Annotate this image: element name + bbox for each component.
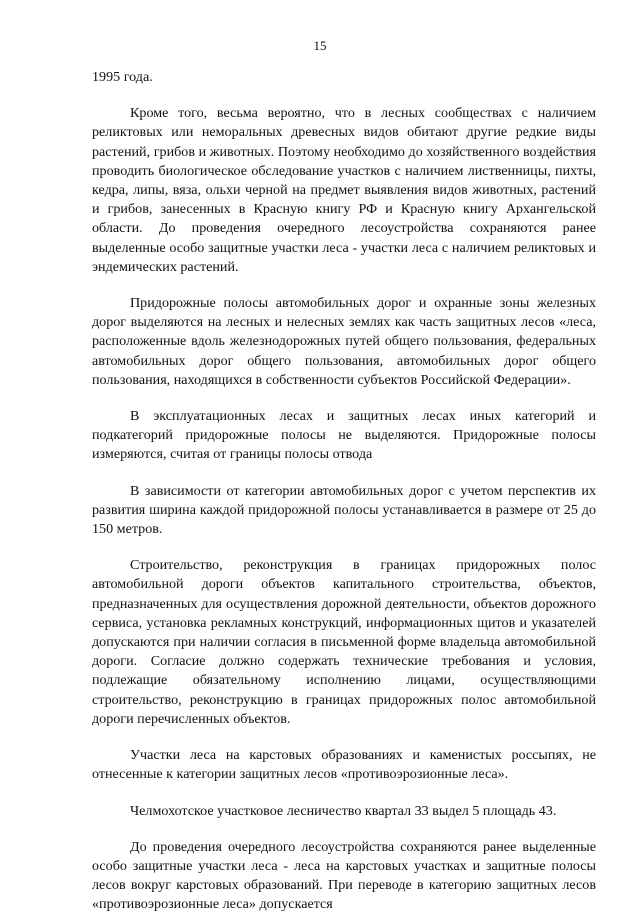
paragraph-exploitation-forests: В эксплуатационных лесах и защитных лесах иных категорий и подкатегорий придорожные полосы не выделяются. Придорожные полосы измеряются, считая от границы полосы отвода: [92, 408, 596, 463]
document-body: [92, 68, 596, 915]
page-number: 15: [313, 38, 327, 53]
paragraph-karst-areas: Участки леса на карстовых образованиях и каменистых россыпях, не отнесенные к категории защитных лесов «противоэрозионные леса».: [92, 747, 596, 783]
paragraph-forest-management: До проведения очередного лесоустройства сохраняются ранее выделенные особо защитные участки леса - леса на карстовых участках и защитные полосы лесов вокруг карстовых образований. При переводе в категорию защитных лесов «противоэрозионные леса» допускается: [92, 838, 596, 913]
paragraph-relict-species: Кроме того, весьма вероятно, что в лесных сообществах с наличием реликтовых или неморальных древесных видов обитают другие редкие виды растений, грибов и животных. Поэтому необходимо до хозяйственного воздействия проводить биологическое обследование участков с наличием лиственницы, пихты, кедра, липы, вяза, ольхи черной на предмет выявления видов животных, растений и грибов, занесенных в Красную книгу РФ и Красную книгу Архангельской области. До проведения очередного лесоустройства сохраняются ранее выделенные особо защитные участки леса - участки леса с наличием реликтовых и эндемических растений.: [92, 105, 596, 275]
paragraph-construction: Строительство, реконструкция в границах придорожных полос автомобильной дороги объектов капитального строительства, объектов, предназначенных для осуществления дорожной деятельности, объектов дорожного сервиса, установка рекламных конструкций, информационных щитов и указателей допускаются при наличии согласия в письменной форме владельца автомобильной дороги. Согласие должно содержать технические требования и условия, подлежащие обязательному исполнению лицами, осуществляющими строительство, реконструкцию в границах придорожных полос автомобильной дороги перечисленных объектов.: [92, 557, 596, 727]
paragraph-forestry-location: Челмохотское участковое лесничество квартал 33 выдел 5 площадь 43.: [130, 802, 557, 819]
paragraph-roadside-strips: Придорожные полосы автомобильных дорог и охранные зоны железных дорог выделяются на лесных и нелесных землях как часть защитных лесов «леса, расположенные вдоль железнодорожных путей общего пользования, федеральных автомобильных дорог общего пользования, автомобильных дорог общего пользования, находящихся в собственности субъектов Российской Федерации».: [92, 295, 596, 388]
paragraph-continuation: 1995 года.: [92, 69, 153, 85]
paragraph-strip-width: В зависимости от категории автомобильных дорог с учетом перспектив их развития ширина каждой придорожной полосы устанавливается в размере от 25 до 150 метров.: [92, 482, 596, 538]
